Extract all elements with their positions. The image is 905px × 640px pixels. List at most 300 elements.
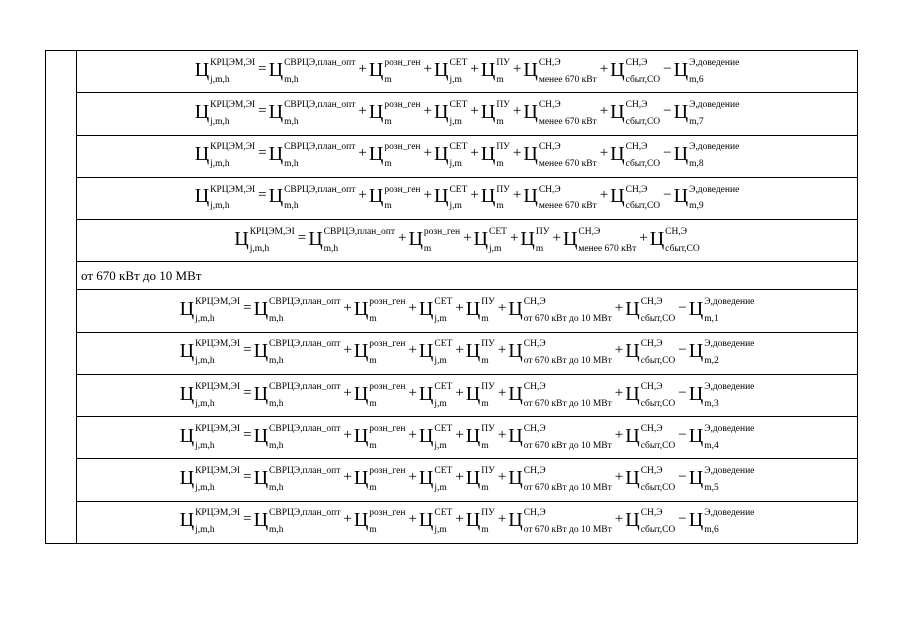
subscript: j,m,h: [195, 440, 215, 451]
superscript: ПУ: [481, 297, 495, 308]
superscript: Э,доведение: [704, 423, 755, 434]
subscript: сбыт,СО: [640, 525, 676, 536]
formula-term: [408, 226, 461, 254]
price-symbol: Ц: [673, 58, 689, 81]
formula-lhs: [180, 510, 240, 534]
section-label: от 670 кВт до 10 МВт: [77, 262, 858, 290]
operator: +: [408, 342, 417, 359]
operator: +: [497, 342, 507, 359]
price-symbol: Ц: [179, 467, 195, 490]
term-indices: [284, 142, 356, 170]
formula-term: [254, 468, 341, 492]
subscript: m: [481, 398, 489, 409]
subscript: m: [369, 314, 377, 325]
formula-lhs: [180, 299, 240, 323]
formula-cell: [77, 177, 858, 219]
term-indices: [496, 57, 510, 85]
formula-term: [508, 423, 612, 451]
term-indices: [535, 226, 550, 254]
formula-term: [473, 226, 507, 254]
superscript: Э,доведение: [704, 381, 755, 392]
term-indices: [625, 100, 661, 127]
term-indices: [269, 508, 341, 536]
term-indices: [369, 466, 406, 494]
superscript: СН,Э: [538, 57, 561, 68]
subscript: j,m,h: [195, 314, 215, 325]
term-indices: [538, 57, 597, 85]
subscript: менее 670 кВт: [538, 116, 597, 127]
price-symbol: Ц: [179, 509, 195, 532]
subscript: сбыт,СО: [640, 314, 676, 325]
formula-term: [254, 299, 341, 323]
price-symbol: Ц: [253, 509, 269, 532]
operator: −: [678, 426, 687, 443]
operator: +: [455, 469, 464, 486]
formula-term: [610, 57, 661, 85]
price-symbol: Ц: [610, 185, 625, 208]
price-symbol: Ц: [625, 424, 640, 447]
superscript: Э,доведение: [689, 100, 740, 110]
subscript: m,7: [689, 116, 704, 127]
price-symbol: Ц: [253, 467, 269, 490]
formula-term: [466, 468, 495, 492]
price-symbol: Ц: [194, 100, 210, 123]
formula-term: [480, 57, 510, 85]
term-indices: [625, 142, 661, 170]
term-indices: [704, 466, 755, 494]
subscript: m,h: [284, 159, 299, 170]
formula-lhs: [195, 186, 255, 210]
subscript: сбыт,СО: [665, 243, 700, 254]
formula-term: [674, 102, 740, 126]
operator: +: [455, 426, 464, 443]
price-symbol: Ц: [649, 227, 665, 250]
term-indices: [496, 100, 510, 127]
formula-term: [689, 468, 755, 492]
equals-sign: =: [243, 342, 252, 359]
superscript: розн_ген: [384, 184, 421, 195]
operator: +: [343, 511, 352, 528]
operator: +: [614, 469, 624, 486]
price-symbol: Ц: [562, 227, 578, 250]
formula-term: [254, 510, 341, 534]
term-indices: [538, 100, 597, 127]
price-symbol: Ц: [465, 467, 481, 490]
subscript: сбыт,СО: [640, 440, 676, 451]
superscript: СВРЦЭ,план_опт: [269, 297, 341, 308]
price-symbol: Ц: [418, 340, 434, 363]
formula-term: [465, 381, 495, 409]
operator: +: [497, 300, 507, 317]
formula-row: [46, 374, 858, 416]
price-symbol: Ц: [179, 382, 195, 405]
formula-term: [418, 381, 453, 409]
price-symbol: Ц: [688, 340, 704, 363]
formula-term: [434, 186, 467, 210]
term-indices: [523, 423, 612, 451]
term-indices: [269, 466, 341, 494]
price-symbol: Ц: [610, 143, 625, 166]
operator: +: [455, 511, 464, 528]
term-indices: [284, 100, 356, 127]
equals-sign: =: [258, 102, 267, 119]
price-symbol: Ц: [465, 298, 481, 321]
term-indices: [384, 184, 421, 212]
formula-term: [625, 381, 676, 409]
term-indices: [689, 142, 740, 170]
operator: +: [512, 102, 522, 119]
price-symbol: Ц: [268, 185, 284, 208]
subscript: m,3: [704, 398, 719, 409]
superscript: розн_ген: [384, 142, 421, 153]
term-indices: [704, 339, 755, 367]
term-indices: [449, 57, 468, 85]
operator: −: [678, 384, 687, 401]
formula-term: [625, 299, 675, 323]
price-symbol: Ц: [508, 424, 523, 447]
subscript: m,h: [284, 74, 299, 85]
formula-term: [481, 144, 510, 168]
equals-sign: =: [258, 187, 267, 204]
operator: +: [455, 384, 464, 401]
subscript: m,h: [323, 243, 339, 254]
operator: −: [678, 300, 687, 317]
formula-term: [369, 186, 421, 210]
subscript: j,m,h: [210, 159, 230, 170]
formula-term: [481, 186, 510, 210]
superscript: КРЦЭМ,ЭI: [195, 466, 241, 477]
formula-term: [419, 341, 452, 365]
price-symbol: Ц: [268, 100, 284, 123]
term-indices: [538, 184, 597, 212]
superscript: КРЦЭМ,ЭI: [195, 339, 241, 350]
formula-cell: [77, 501, 858, 543]
superscript: СН,Э: [523, 466, 546, 477]
price-symbol: Ц: [465, 382, 481, 405]
subscript: j,m: [434, 525, 447, 536]
subscript: m,8: [689, 159, 704, 170]
subscript: m: [496, 74, 504, 85]
formula-term: [649, 226, 700, 254]
superscript: СН,Э: [640, 381, 663, 392]
superscript: розн_ген: [369, 381, 406, 392]
term-indices: [689, 184, 740, 212]
superscript: СН,Э: [523, 297, 546, 308]
formula-term: [520, 226, 550, 254]
term-indices: [384, 142, 421, 170]
superscript: розн_ген: [384, 57, 421, 68]
price-symbol: Ц: [480, 100, 496, 123]
superscript: СВРЦЭ,план_опт: [269, 466, 341, 477]
operator: +: [497, 511, 507, 528]
operator: +: [639, 229, 648, 246]
formula-term: [354, 468, 406, 492]
term-indices: [323, 226, 395, 254]
operator: +: [358, 60, 367, 77]
term-indices: [481, 423, 495, 451]
operator: +: [455, 300, 464, 317]
operator: +: [343, 469, 352, 486]
subscript: j,m,h: [195, 356, 215, 367]
left-index-column: [46, 51, 77, 544]
term-indices: [269, 381, 341, 409]
operator: −: [663, 60, 672, 77]
formula-lhs: [180, 341, 240, 365]
superscript: КРЦЭМ,ЭI: [195, 297, 241, 308]
formula-term: [625, 341, 675, 365]
formula-cell: [77, 374, 858, 416]
operator: +: [408, 300, 417, 317]
operator: +: [512, 60, 522, 77]
subscript: сбыт,СО: [640, 398, 676, 409]
operator: +: [599, 102, 609, 119]
term-indices: [369, 423, 406, 451]
formula-cell: [77, 135, 858, 177]
superscript: СН,Э: [625, 184, 648, 195]
term-indices: [423, 226, 461, 254]
term-indices: [625, 57, 661, 85]
term-indices: [523, 508, 612, 536]
superscript: КРЦЭМ,ЭI: [210, 184, 256, 195]
subscript: m: [481, 525, 489, 536]
formula-term: [253, 423, 341, 451]
subscript: сбыт,СО: [640, 483, 676, 494]
term-indices: [704, 508, 755, 536]
price-symbol: Ц: [480, 58, 496, 81]
operator: +: [614, 384, 624, 401]
price-symbol: Ц: [408, 227, 423, 250]
term-indices: [384, 57, 421, 85]
superscript: СН,Э: [640, 339, 663, 350]
subscript: m,h: [269, 314, 284, 325]
subscript: m,h: [284, 201, 299, 212]
price-symbol: Ц: [508, 382, 523, 405]
term-indices: [496, 142, 510, 170]
formula-term: [466, 299, 495, 323]
term-indices: [434, 339, 453, 367]
price-symbol: Ц: [523, 58, 538, 81]
price-symbol: Ц: [253, 298, 269, 321]
formula-lhs: [194, 57, 256, 85]
formula-term: [674, 186, 740, 210]
formula-term: [269, 144, 356, 168]
superscript: ПУ: [481, 508, 495, 519]
term-indices: [369, 339, 406, 367]
formula-cell: [77, 417, 858, 459]
subscript: j,m: [434, 398, 447, 409]
equals-sign: =: [258, 145, 267, 162]
subscript: m,h: [269, 525, 284, 536]
formula-term: [508, 468, 611, 492]
superscript: СЕТ: [434, 381, 453, 392]
formula-term: [610, 102, 660, 126]
formula-term: [523, 144, 596, 168]
term-indices: [523, 466, 612, 494]
price-symbol: Ц: [688, 298, 704, 321]
formula-row: [46, 332, 858, 374]
price-symbol: Ц: [688, 382, 704, 405]
superscript: СН,Э: [625, 100, 648, 110]
subscript: m: [481, 314, 489, 325]
operator: +: [599, 60, 609, 77]
price-symbol: Ц: [308, 227, 323, 250]
term-indices: [434, 423, 453, 451]
price-symbol: Ц: [465, 340, 481, 363]
subscript: m: [384, 116, 392, 127]
superscript: розн_ген: [369, 508, 406, 519]
formula-term: [481, 102, 510, 126]
superscript: СЕТ: [449, 100, 468, 110]
superscript: ПУ: [481, 381, 495, 392]
subscript: менее 670 кВт: [578, 243, 637, 254]
formula-cell: [77, 290, 858, 332]
subscript: сбыт,СО: [625, 74, 661, 85]
subscript: сбыт,СО: [640, 356, 676, 367]
subscript: m: [481, 483, 489, 494]
price-symbol: Ц: [523, 143, 538, 166]
price-symbol: Ц: [268, 143, 284, 166]
subscript: m: [481, 356, 489, 367]
superscript: СЕТ: [449, 142, 468, 153]
term-indices: [369, 381, 406, 409]
superscript: СЕТ: [434, 466, 453, 477]
formula-lhs: [195, 102, 255, 126]
operator: +: [470, 60, 479, 77]
formula-term: [354, 299, 406, 323]
term-indices: [195, 508, 241, 536]
subscript: m: [384, 201, 392, 212]
subscript: j,m: [434, 440, 447, 451]
price-symbol: Ц: [234, 227, 249, 250]
term-indices: [434, 466, 453, 494]
price-symbol: Ц: [625, 298, 640, 321]
superscript: СЕТ: [489, 226, 507, 237]
subscript: m: [369, 525, 377, 536]
price-symbol: Ц: [480, 143, 496, 166]
subscript: j,m: [434, 483, 447, 494]
term-indices: [640, 297, 676, 325]
formula-lhs: [180, 468, 240, 492]
term-indices: [689, 57, 740, 85]
operator: +: [614, 426, 624, 443]
superscript: КРЦЭМ,ЭI: [195, 423, 241, 434]
subscript: j,m: [434, 356, 447, 367]
price-symbol: Ц: [353, 340, 369, 363]
term-indices: [704, 297, 755, 325]
price-symbol: Ц: [625, 382, 640, 405]
subscript: m: [496, 159, 504, 170]
formula-term: [523, 57, 597, 85]
superscript: СН,Э: [640, 423, 663, 434]
subscript: сбыт,СО: [625, 116, 661, 127]
operator: +: [599, 145, 609, 162]
price-symbol: Ц: [368, 143, 384, 166]
price-symbol: Ц: [433, 185, 449, 208]
superscript: Э,доведение: [704, 339, 755, 350]
price-symbol: Ц: [508, 298, 523, 321]
term-indices: [249, 226, 295, 254]
formula-row: [46, 93, 858, 135]
term-indices: [523, 297, 612, 325]
subscript: m,2: [704, 356, 719, 367]
subscript: j,m: [434, 314, 447, 325]
formula-term: [418, 423, 453, 451]
term-indices: [195, 466, 241, 494]
operator: +: [497, 426, 507, 443]
price-symbol: Ц: [268, 58, 284, 81]
superscript: СН,Э: [523, 423, 546, 434]
term-indices: [689, 100, 740, 127]
subscript: m: [496, 201, 504, 212]
formula-row: [46, 417, 858, 459]
price-symbol: Ц: [368, 185, 384, 208]
term-indices: [481, 508, 495, 536]
equals-sign: =: [297, 229, 307, 246]
price-symbol: Ц: [418, 298, 434, 321]
superscript: Э,доведение: [704, 466, 755, 477]
formula-term: [253, 381, 341, 409]
formula-term: [610, 186, 660, 210]
term-indices: [195, 339, 241, 367]
operator: −: [663, 187, 672, 204]
superscript: СВРЦЭ,план_опт: [269, 423, 341, 434]
price-symbol: Ц: [179, 340, 195, 363]
price-symbol: Ц: [194, 143, 210, 166]
term-indices: [496, 184, 510, 212]
price-symbol: Ц: [433, 100, 449, 123]
formula-term: [369, 102, 421, 126]
equals-sign: =: [258, 60, 267, 77]
subscript: j,m,h: [249, 243, 270, 254]
operator: +: [343, 384, 352, 401]
formula-lhs: [195, 144, 255, 168]
formula-term: [610, 144, 660, 168]
formula-term: [508, 341, 611, 365]
price-symbol: Ц: [523, 100, 538, 123]
formula-term: [254, 341, 341, 365]
operator: +: [614, 300, 624, 317]
formula-term: [353, 423, 406, 451]
superscript: розн_ген: [369, 339, 406, 350]
superscript: ПУ: [496, 142, 510, 153]
formula-lhs: [179, 381, 241, 409]
formula-row: [46, 220, 858, 262]
formula-term: [419, 299, 452, 323]
formula-term: [268, 57, 356, 85]
term-indices: [369, 508, 406, 536]
formula-term: [673, 57, 740, 85]
formula-row: [46, 459, 858, 501]
superscript: СЕТ: [434, 339, 453, 350]
price-symbol: Ц: [473, 227, 488, 250]
subscript: j,m: [449, 74, 462, 85]
operator: +: [497, 384, 507, 401]
formula-term: [466, 510, 495, 534]
price-symbol: Ц: [625, 340, 640, 363]
subscript: m,h: [269, 398, 284, 409]
price-symbol: Ц: [480, 185, 496, 208]
operator: +: [614, 511, 624, 528]
formula-term: [688, 423, 755, 451]
formula-term: [625, 468, 675, 492]
formula-term: [368, 57, 421, 85]
term-indices: [489, 226, 507, 254]
operator: +: [512, 145, 522, 162]
formula-row: [46, 290, 858, 332]
term-indices: [210, 100, 256, 127]
price-symbol: Ц: [418, 509, 434, 532]
subscript: m,6: [689, 74, 704, 85]
